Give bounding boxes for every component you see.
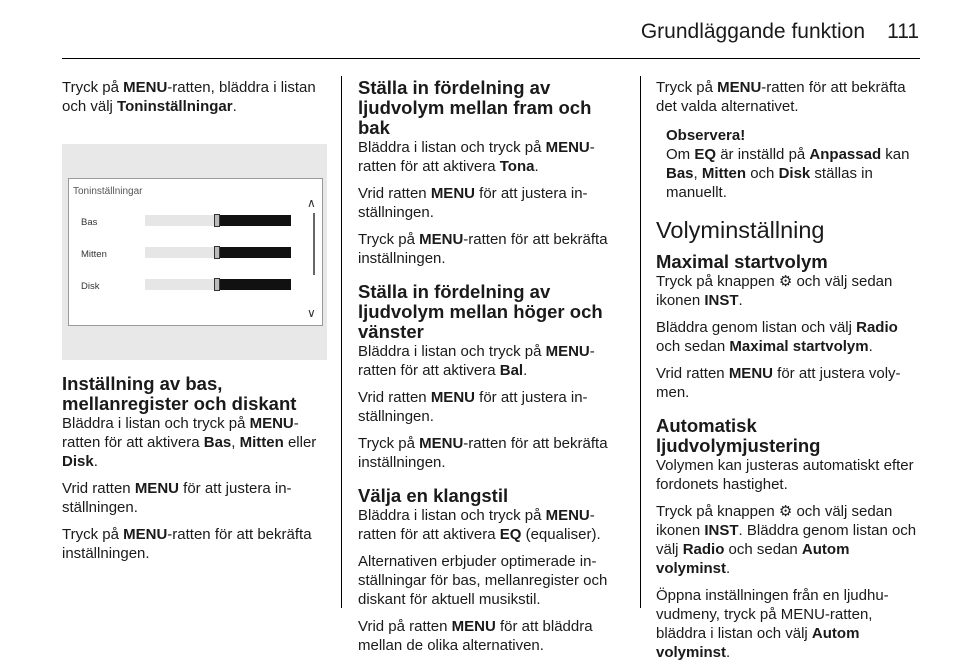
paragraph: Tryck på MENU-ratten för att bekräfta inställningen.: [358, 435, 608, 471]
paragraph: Tryck på MENU-ratten för att bekräfta inställningen.: [62, 526, 312, 562]
scroll-up-icon: ∧: [307, 196, 316, 210]
bold-term: Mitten: [701, 165, 747, 182]
bold-term: Bal: [499, 362, 524, 379]
bold-term: Bas: [203, 434, 232, 451]
paragraph: Vrid på ratten MENU för att bläddra mellan de olika alternativen.: [358, 618, 593, 654]
bold-term: INST: [704, 522, 739, 539]
section-heading: Inställning av bas, mellanregister och diskant: [62, 373, 297, 414]
bold-term: MENU: [123, 526, 168, 543]
tone-label-bas: Bas: [81, 217, 98, 228]
section-heading: Maximal startvolym: [656, 251, 828, 272]
tone-label-disk: Disk: [81, 281, 100, 292]
bold-term: MENU: [430, 185, 475, 202]
bold-term: MENU: [717, 79, 762, 96]
section-heading: Ställa in fördelning av ljudvolym mellan fram och bak: [358, 77, 592, 138]
bold-term: MENU: [430, 389, 475, 406]
header-title: Grundläggande funktion: [640, 20, 865, 43]
bold-term: INST: [704, 292, 739, 309]
bold-term: Bas: [666, 165, 694, 182]
bold-term: MENU: [451, 618, 496, 635]
scrollbar: [313, 213, 315, 275]
bold-term: Mitten: [239, 434, 284, 451]
bold-term: Disk: [778, 165, 811, 182]
page-number: 111: [887, 20, 919, 43]
slider-knob[interactable]: [214, 214, 220, 227]
tone-settings-panel: [68, 178, 323, 326]
tone-slider-mitten[interactable]: [145, 247, 291, 258]
header-rule: [62, 58, 920, 59]
paragraph: Vrid ratten MENU för att justera inställningen.: [358, 185, 588, 221]
paragraph: Tryck på MENU-ratten för att bekräfta det valda alternativet.: [656, 79, 906, 115]
bold-term: MENU: [419, 435, 464, 452]
bold-term: Radio: [856, 319, 898, 336]
bold-term: MENU: [419, 231, 464, 248]
paragraph: Tryck på knappen ⚙ och välj sedan ikonen INST. Bläddra genom listan och välj Radio och sedan Autom volyminst.: [656, 503, 917, 577]
paragraph: Tryck på knappen ⚙ och välj sedan ikonen INST.: [656, 273, 893, 309]
note-text: Om EQ är inställd på Anpassad kan Bas, Mitten och Disk ställas in manuellt.: [666, 146, 910, 201]
bold-term: Autom volyminst: [656, 625, 860, 661]
bold-term: MENU: [123, 79, 168, 96]
bold-term: Maximal startvolym: [729, 338, 869, 355]
slider-knob[interactable]: [214, 246, 220, 259]
bold-term: Anpassad: [809, 146, 882, 163]
paragraph: Bläddra i listan och tryck på MENU-ratten för att aktivera Bas, Mitten eller Disk.: [62, 415, 317, 470]
chapter-heading: Volyminställning: [656, 217, 825, 243]
paragraph: Bläddra i listan och tryck på MENU-ratten för att aktivera Bal.: [358, 343, 595, 379]
settings-icon: ⚙: [778, 273, 793, 290]
paragraph: Bläddra genom listan och välj Radio och sedan Maximal startvolym.: [656, 319, 898, 355]
tone-slider-bas[interactable]: [145, 215, 291, 226]
bold-term: MENU: [134, 480, 179, 497]
paragraph: Vrid ratten MENU för att justera inställningen.: [62, 480, 292, 516]
page-header: [0, 0, 960, 58]
settings-icon: ⚙: [778, 503, 793, 520]
section-heading: Välja en klangstil: [358, 485, 509, 506]
bold-term: Radio: [682, 541, 725, 558]
bold-term: EQ: [499, 526, 522, 543]
bold-term: Tona: [499, 158, 535, 175]
section-heading: Automatisk ljudvolymjustering: [656, 415, 821, 456]
section-heading: Ställa in fördelning av ljudvolym mellan höger och vänster: [358, 281, 603, 342]
column-1: [62, 78, 327, 571]
bold-term: Disk: [62, 453, 94, 470]
tone-slider-disk[interactable]: [145, 279, 291, 290]
bold-term: MENU: [545, 507, 590, 524]
scroll-down-icon: ∨: [307, 306, 316, 320]
column-divider-1: [341, 76, 342, 608]
paragraph: Bläddra i listan och tryck på MENU-ratten för att aktivera Tona.: [358, 139, 595, 175]
paragraph: Vrid ratten MENU för att justera volymen.: [656, 365, 901, 401]
slider-fill: [145, 247, 219, 258]
bold-term: MENU: [728, 365, 773, 382]
intro-paragraph: Tryck på MENU-ratten, bläddra i listan och välj Toninställningar.: [62, 79, 316, 115]
tone-label-mitten: Mitten: [81, 249, 107, 260]
paragraph: Öppna inställningen från en ljudhuvudmeny, tryck på MENU-ratten, bläddra i listan och välj Autom volyminst.: [656, 587, 889, 661]
screen-title: Toninställningar: [73, 186, 143, 197]
column-2: [358, 78, 625, 663]
bold-term: MENU: [545, 139, 590, 156]
note-box: [656, 126, 924, 202]
slider-knob[interactable]: [214, 278, 220, 291]
bold-term: MENU: [249, 415, 294, 432]
paragraph: Tryck på MENU-ratten för att bekräfta inställningen.: [358, 231, 608, 267]
column-3: [656, 78, 924, 670]
paragraph: Alternativen erbjuder optimerade inställningar för bas, mellanregister och diskant för aktuell musikstil.: [358, 553, 608, 608]
bold-term: EQ: [694, 146, 717, 163]
column-divider-2: [640, 76, 641, 608]
slider-fill: [145, 215, 219, 226]
tone-settings-screenshot: [62, 144, 327, 360]
bold-term: MENU: [545, 343, 590, 360]
bold-term: Autom volyminst: [656, 541, 850, 577]
paragraph: Volymen kan justeras automatiskt efter fordonets hastighet.: [656, 457, 914, 493]
paragraph: Vrid ratten MENU för att justera inställningen.: [358, 389, 588, 425]
slider-fill: [145, 279, 219, 290]
paragraph: Bläddra i listan och tryck på MENU-ratten för att aktivera EQ (equaliser).: [358, 507, 601, 543]
bold-term: Toninställningar: [117, 98, 233, 115]
note-title: Observera!: [666, 127, 746, 144]
